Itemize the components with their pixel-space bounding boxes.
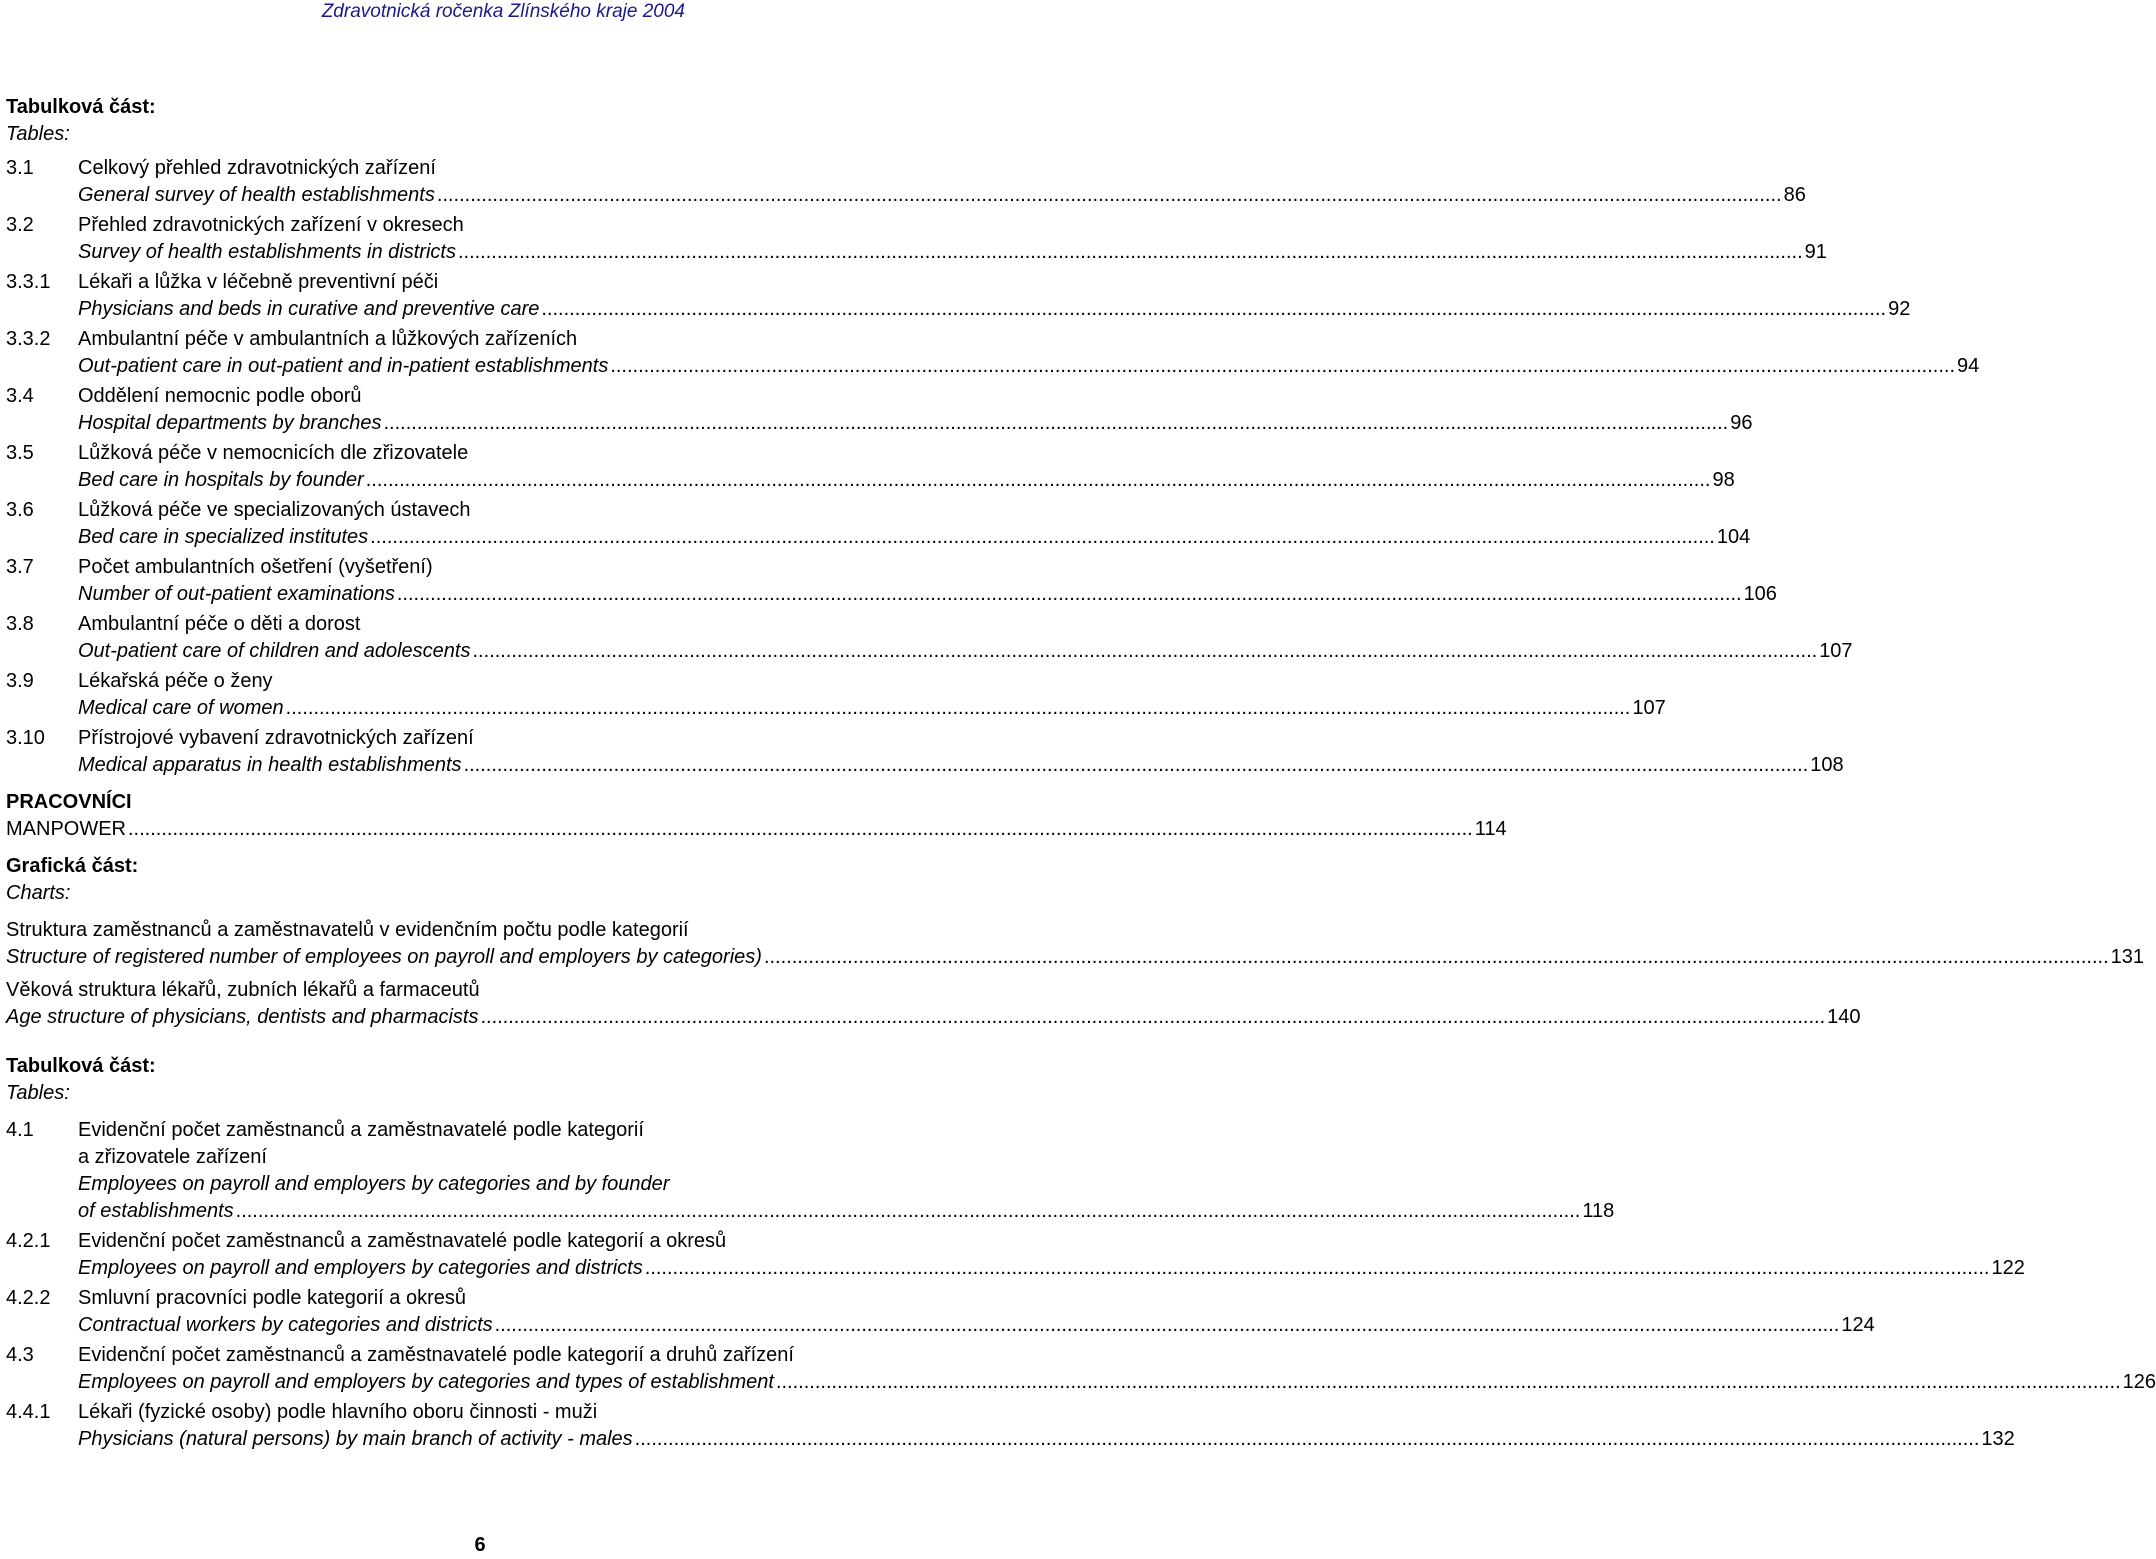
entry-number: 3.3.1: [6, 271, 51, 293]
toc-entry[interactable]: [6, 554, 1777, 608]
entry-title-en-line: [78, 1369, 2156, 1396]
entry-title-en: Medical apparatus in health establishments: [78, 754, 462, 776]
entry-title-cz: Počet ambulantních ošetření (vyšetření): [78, 556, 433, 578]
page-number: 92: [1888, 298, 1911, 320]
dot-leader: [370, 524, 1715, 551]
entry-title-cz: Evidenční počet zaměstnanců a zaměstnavatelé podle kategorií a okresů: [78, 1230, 727, 1252]
toc-entry[interactable]: [6, 383, 1753, 437]
page-number: 96: [1730, 412, 1753, 434]
entry-title-en: Employees on payroll and employers by categories and types of establishment: [78, 1371, 774, 1393]
entry-title-en-line: [6, 1004, 1861, 1031]
entry-title-en-line: [78, 524, 1750, 551]
entry-title-en-text: of establishments: [78, 1200, 234, 1222]
entry-title-en: Bed care in hospitals by founder: [78, 469, 364, 491]
toc-entry[interactable]: [6, 497, 1751, 551]
entry-title-cz: Lůžková péče ve specializovaných ústavech: [78, 499, 471, 521]
page-number: 91: [1804, 241, 1827, 263]
toc-entry-chart[interactable]: [6, 917, 2145, 971]
manpower-title-en: MANPOWER: [6, 818, 126, 840]
entry-title-cz: Evidenční počet zaměstnanců a zaměstnavatelé podle kategorií: [78, 1119, 644, 1141]
dot-leader: [764, 944, 2109, 971]
dot-leader: [776, 1369, 2121, 1396]
page-number: 86: [1783, 184, 1806, 206]
toc-entry[interactable]: [6, 212, 1827, 266]
running-header: Zdravotnická ročenka Zlínského kraje 2004: [321, 1, 685, 22]
page-number: 94: [1957, 355, 1980, 377]
dot-leader: [128, 816, 1473, 843]
entry-number: 3.8: [6, 613, 34, 635]
toc-entry-manpower[interactable]: [6, 816, 1507, 843]
dot-leader: [236, 1198, 1581, 1225]
section-title-en: Tables:: [6, 1082, 70, 1104]
entry-title-en-line: [78, 410, 1752, 437]
toc-entry[interactable]: [6, 725, 1844, 779]
entry-title-en: Survey of health establishments in districts: [78, 241, 456, 263]
entry-title-cz: Přístrojové vybavení zdravotnických zařízení: [78, 727, 474, 749]
toc-entry-chart[interactable]: [6, 977, 1861, 1031]
page-number: 114: [1474, 818, 1507, 840]
dot-leader: [495, 1312, 1840, 1339]
entry-title-cz: Ambulantní péče v ambulantních a lůžkových zařízeních: [78, 328, 578, 350]
page-number: 108: [1810, 754, 1844, 776]
dot-leader: [286, 695, 1631, 722]
section-title-cz: Grafická část:: [6, 855, 139, 877]
dot-leader: [397, 581, 1742, 608]
entry-title-en-line: [78, 296, 1910, 323]
entry-number: 3.7: [6, 556, 34, 578]
entry-title-en-cont: [78, 1198, 1614, 1225]
entry-title-en: Contractual workers by categories and districts: [78, 1314, 493, 1336]
toc-list-charts: [6, 917, 2145, 1031]
entry-title-cz: Celkový přehled zdravotnických zařízení: [78, 157, 436, 179]
toc-list-tables-3: [6, 155, 1980, 779]
page-number: 122: [1991, 1257, 2025, 1279]
entry-title-en-line: [78, 638, 1853, 665]
page-number: 98: [1712, 469, 1735, 491]
dot-leader: [541, 296, 1886, 323]
entry-title-en-line: [78, 467, 1735, 494]
entry-title-en: Employees on payroll and employers by categories and districts: [78, 1257, 643, 1279]
page-number: 131: [2110, 946, 2145, 968]
entry-title-en: Bed care in specialized institutes: [78, 526, 369, 548]
entry-title-cz: Věková struktura lékařů, zubních lékařů a farmaceutů: [6, 979, 480, 1001]
section-title-cz: Tabulková část:: [6, 96, 156, 118]
entry-title-cz: Lůžková péče v nemocnicích dle zřizovatele: [78, 442, 469, 464]
dot-leader: [458, 239, 1803, 266]
toc-entry[interactable]: [6, 1342, 2156, 1396]
entry-title-en-line: [78, 695, 1666, 722]
entry-title-en: Physicians and beds in curative and preventive care: [78, 298, 540, 320]
entry-title-en: Physicians (natural persons) by main branch of activity - males: [78, 1428, 633, 1450]
page-number: 106: [1743, 583, 1777, 605]
entry-title-en: General survey of health establishments: [78, 184, 435, 206]
section-title-cz: Tabulková část:: [6, 1055, 156, 1077]
entry-title-en-line: [78, 1255, 2025, 1282]
entry-title-en: Structure of registered number of employees on payroll and employers by categories): [6, 946, 762, 968]
page-number: 140: [1827, 1006, 1861, 1028]
toc-list-tables-4: [6, 1117, 2156, 1453]
page-number-footer: 6: [474, 1534, 486, 1556]
entry-title-en: Number of out-patient examinations: [78, 583, 395, 605]
page-number: 107: [1632, 697, 1666, 719]
toc-entry[interactable]: [6, 1117, 1615, 1225]
table-of-contents: [6, 94, 2156, 1453]
page-number: 107: [1819, 640, 1853, 662]
section-heading-tables: [6, 94, 960, 148]
page-number: 124: [1841, 1314, 1875, 1336]
toc-entry[interactable]: [6, 269, 1911, 323]
entry-number: 4.1: [6, 1119, 34, 1141]
entry-number: 3.4: [6, 385, 34, 407]
entry-title-en-line: [78, 752, 1844, 779]
dot-leader: [635, 1426, 1980, 1453]
page-number: 126: [2122, 1371, 2156, 1393]
dot-leader: [384, 410, 1729, 437]
dot-leader: [464, 752, 1809, 779]
section-heading-charts: [6, 853, 960, 907]
entry-title-en: Age structure of physicians, dentists and pharmacists: [6, 1006, 479, 1028]
dot-leader: [366, 467, 1711, 494]
entry-title-en: Out-patient care of children and adolescents: [78, 640, 471, 662]
entry-number: 4.2.2: [6, 1287, 51, 1309]
toc-entry[interactable]: [6, 668, 1666, 722]
page-number: 132: [1981, 1428, 2015, 1450]
entry-title-en-line: [78, 182, 1806, 209]
toc-entry[interactable]: [6, 1228, 2025, 1282]
dot-leader: [437, 182, 1782, 209]
toc-entry[interactable]: [6, 1399, 2015, 1453]
entry-title-cz: Struktura zaměstnanců a zaměstnavatelů v evidenčním počtu podle kategorií: [6, 919, 689, 941]
entry-number: 3.5: [6, 442, 34, 464]
entry-title-cz-cont: a zřizovatele zařízení: [78, 1146, 267, 1168]
page-number: 104: [1716, 526, 1751, 548]
entry-title-cz: Přehled zdravotnických zařízení v okresech: [78, 214, 464, 236]
manpower-title-cz: PRACOVNÍCI: [6, 791, 132, 813]
entry-title-en: Out-patient care in out-patient and in-patient establishments: [78, 355, 609, 377]
dot-leader: [610, 353, 1955, 380]
entry-title-en: Employees on payroll and employers by categories and by founder: [78, 1173, 670, 1195]
section-title-en: Charts:: [6, 882, 71, 904]
entry-title-cz: Smluvní pracovníci podle kategorií a okresů: [78, 1287, 466, 1309]
entry-title-en-line: [78, 239, 1827, 266]
entry-number: 3.9: [6, 670, 34, 692]
entry-number: 3.10: [6, 727, 45, 749]
entry-title-en-line: [6, 944, 2145, 971]
section-heading-tables-4: [6, 1053, 960, 1107]
entry-number: 4.3: [6, 1344, 34, 1366]
dot-leader: [645, 1255, 1990, 1282]
entry-title-cz: Lékaři (fyzické osoby) podle hlavního oboru činnosti - muži: [78, 1401, 598, 1423]
toc-entry[interactable]: [6, 1285, 1875, 1339]
entry-number: 3.6: [6, 499, 34, 521]
entry-title-en-line: [78, 1312, 1875, 1339]
entry-number: 4.2.1: [6, 1230, 51, 1252]
entry-title-en-line: [78, 1426, 2015, 1453]
entry-title-cz: Ambulantní péče o děti a dorost: [78, 613, 361, 635]
toc-entry[interactable]: [6, 326, 1980, 380]
toc-entry[interactable]: [6, 440, 1735, 494]
page-number: 118: [1582, 1200, 1615, 1222]
entry-title-en: Medical care of women: [78, 697, 284, 719]
entry-title-en: Hospital departments by branches: [78, 412, 382, 434]
entry-number: 4.4.1: [6, 1401, 51, 1423]
entry-title-cz: Oddělení nemocnic podle oborů: [78, 385, 362, 407]
entry-number: 3.1: [6, 157, 34, 179]
entry-number: 3.2: [6, 214, 34, 236]
entry-title-en-line: [78, 353, 1979, 380]
entry-title-cz: Evidenční počet zaměstnanců a zaměstnavatelé podle kategorií a druhů zařízení: [78, 1344, 794, 1366]
toc-entry[interactable]: [6, 155, 1806, 209]
entry-number: 3.3.2: [6, 328, 51, 350]
entry-title-cz: Lékaři a lůžka v léčebně preventivní péči: [78, 271, 439, 293]
dot-leader: [480, 1004, 1825, 1031]
toc-entry[interactable]: [6, 611, 1853, 665]
entry-title-en-line: [78, 581, 1777, 608]
section-title-en: Tables:: [6, 123, 70, 145]
manpower-heading: [6, 789, 1507, 843]
entry-title-cz: Lékařská péče o ženy: [78, 670, 273, 692]
dot-leader: [472, 638, 1817, 665]
